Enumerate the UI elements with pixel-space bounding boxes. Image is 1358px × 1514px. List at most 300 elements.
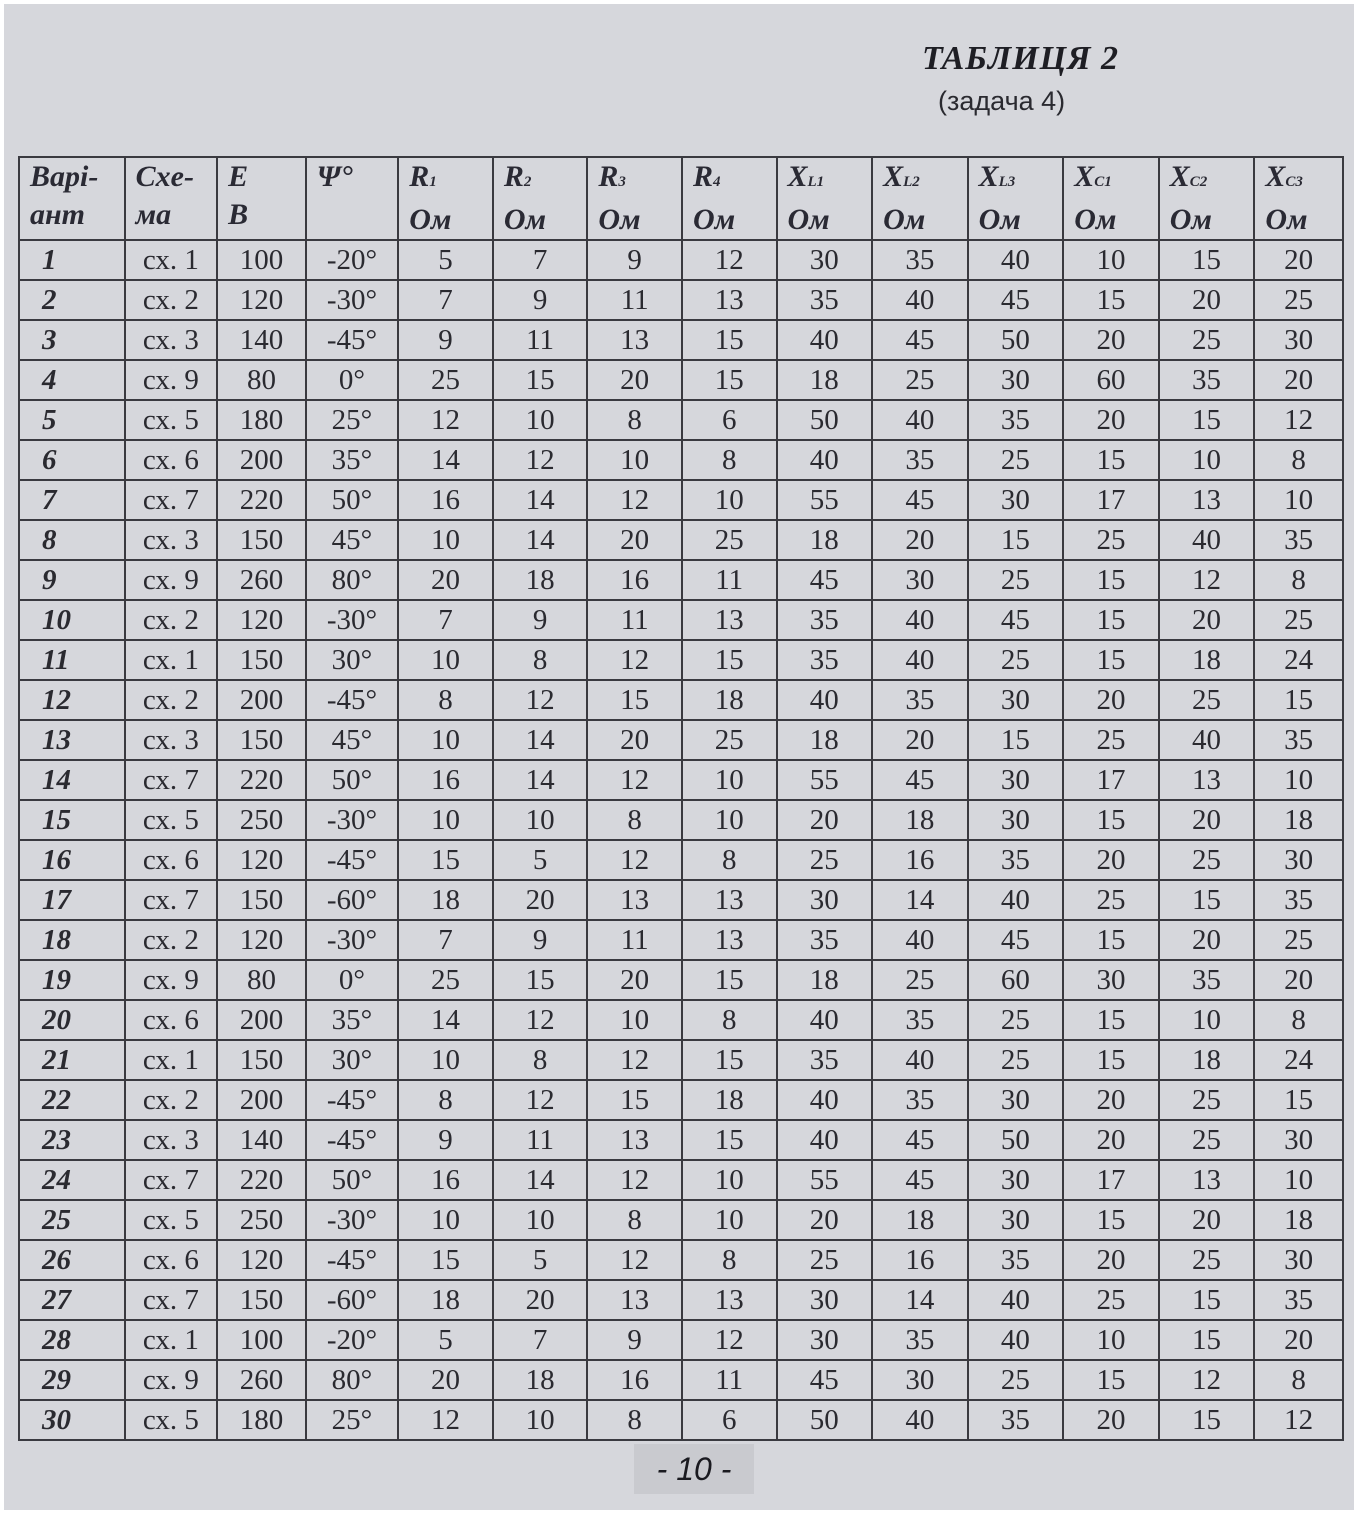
- table-cell: 150: [217, 1280, 306, 1320]
- scheme-cell: сх. 3: [125, 520, 218, 560]
- table-row: [19, 1040, 1343, 1080]
- table-cell: 40: [1159, 520, 1255, 560]
- column-header-unit: Ом: [978, 203, 1021, 236]
- table-cell: 18: [777, 960, 873, 1000]
- table-cell: 45: [872, 1160, 968, 1200]
- scheme-cell: сх. 5: [125, 800, 218, 840]
- table-cell: 200: [217, 680, 306, 720]
- table-cell: 7: [493, 1320, 588, 1360]
- table-cell: 220: [217, 760, 306, 800]
- table-cell: 18: [1254, 1200, 1343, 1240]
- table-cell: 25: [1159, 320, 1255, 360]
- column-header-subscript: L2: [903, 174, 920, 190]
- table-cell: 40: [777, 1080, 873, 1120]
- table-cell: 15: [1254, 1080, 1343, 1120]
- table-cell: 50: [968, 1120, 1064, 1160]
- table-cell: 35: [777, 640, 873, 680]
- table-cell: 15: [587, 1080, 682, 1120]
- table-cell: 20: [587, 520, 682, 560]
- table-cell: -20°: [306, 240, 399, 280]
- table-cell: 25: [1063, 520, 1159, 560]
- table-cell: 13: [682, 600, 777, 640]
- variant-cell: 15: [19, 800, 125, 840]
- column-header-subscript: L3: [998, 174, 1016, 190]
- variant-cell: 2: [19, 280, 125, 320]
- table-cell: 25: [777, 840, 873, 880]
- table-cell: 9: [493, 600, 588, 640]
- table-cell: 80°: [306, 1360, 399, 1400]
- table-cell: 20: [1063, 1240, 1159, 1280]
- column-header: [493, 157, 588, 240]
- table-cell: 45: [872, 480, 968, 520]
- column-header-subscript: L1: [807, 174, 825, 190]
- table-cell: 35: [1254, 880, 1343, 920]
- table-cell: 25: [968, 640, 1064, 680]
- variant-cell: 13: [19, 720, 125, 760]
- table-cell: 180: [217, 1400, 306, 1440]
- table-cell: 14: [493, 1160, 588, 1200]
- table-cell: 25: [1159, 1080, 1255, 1120]
- table-cell: 35: [777, 280, 873, 320]
- table-cell: 30: [968, 1080, 1064, 1120]
- table-cell: 20: [1159, 920, 1255, 960]
- data-table-wrapper: [18, 156, 1344, 1436]
- table-cell: 12: [587, 480, 682, 520]
- variant-cell: 19: [19, 960, 125, 1000]
- variant-cell: 17: [19, 880, 125, 920]
- table-cell: 140: [217, 1120, 306, 1160]
- table-cell: 30: [777, 240, 873, 280]
- table-cell: 14: [493, 720, 588, 760]
- scheme-cell: сх. 7: [125, 480, 218, 520]
- table-cell: 25: [682, 520, 777, 560]
- table-cell: 20: [398, 1360, 493, 1400]
- table-cell: 80: [217, 360, 306, 400]
- variant-cell: 5: [19, 400, 125, 440]
- table-cell: 120: [217, 600, 306, 640]
- table-cell: 5: [493, 840, 588, 880]
- table-cell: 13: [1159, 1160, 1255, 1200]
- table-cell: 15: [1063, 1360, 1159, 1400]
- scheme-cell: сх. 9: [125, 560, 218, 600]
- table-cell: 60: [968, 960, 1064, 1000]
- table-cell: 10: [398, 1040, 493, 1080]
- table-row: [19, 1320, 1343, 1360]
- table-cell: 20: [1063, 1400, 1159, 1440]
- table-cell: 9: [493, 920, 588, 960]
- table-cell: 25: [398, 360, 493, 400]
- column-header-unit: ма: [135, 198, 172, 231]
- table-cell: -45°: [306, 1120, 399, 1160]
- table-cell: 9: [587, 1320, 682, 1360]
- table-cell: 55: [777, 480, 873, 520]
- table-cell: 10: [1254, 1160, 1343, 1200]
- scheme-cell: сх. 7: [125, 760, 218, 800]
- table-cell: 25: [1254, 280, 1343, 320]
- table-cell: 15: [493, 960, 588, 1000]
- table-cell: 18: [872, 800, 968, 840]
- table-row: [19, 1120, 1343, 1160]
- table-cell: 20: [872, 720, 968, 760]
- column-header: [398, 157, 493, 240]
- table-cell: 40: [777, 680, 873, 720]
- table-cell: 35: [872, 1320, 968, 1360]
- table-row: [19, 360, 1343, 400]
- table-cell: 15: [968, 520, 1064, 560]
- variant-cell: 27: [19, 1280, 125, 1320]
- table-cell: 45°: [306, 520, 399, 560]
- table-cell: 45: [872, 1120, 968, 1160]
- table-cell: 40: [968, 1280, 1064, 1320]
- table-cell: 25: [1254, 600, 1343, 640]
- variant-cell: 29: [19, 1360, 125, 1400]
- table-cell: 15: [1159, 1280, 1255, 1320]
- table-cell: 10: [398, 720, 493, 760]
- table-cell: -45°: [306, 320, 399, 360]
- scheme-cell: сх. 6: [125, 1240, 218, 1280]
- table-cell: 15: [682, 1040, 777, 1080]
- table-cell: 40: [872, 1040, 968, 1080]
- table-cell: 11: [587, 280, 682, 320]
- table-cell: 30: [1254, 840, 1343, 880]
- variant-cell: 20: [19, 1000, 125, 1040]
- table-row: [19, 880, 1343, 920]
- table-cell: -45°: [306, 680, 399, 720]
- table-cell: 10: [587, 440, 682, 480]
- table-cell: 55: [777, 760, 873, 800]
- table-cell: 15: [682, 1120, 777, 1160]
- table-cell: 10: [682, 760, 777, 800]
- table-cell: 25: [1159, 1240, 1255, 1280]
- table-cell: 30: [777, 1280, 873, 1320]
- table-cell: -20°: [306, 1320, 399, 1360]
- table-cell: 200: [217, 440, 306, 480]
- table-cell: -45°: [306, 1080, 399, 1120]
- table-cell: 15: [1063, 800, 1159, 840]
- table-cell: 7: [398, 920, 493, 960]
- table-row: [19, 440, 1343, 480]
- table-cell: 25: [1063, 880, 1159, 920]
- variant-cell: 30: [19, 1400, 125, 1440]
- table-cell: 35: [968, 400, 1064, 440]
- table-cell: 150: [217, 880, 306, 920]
- variant-cell: 6: [19, 440, 125, 480]
- table-cell: 50: [777, 1400, 873, 1440]
- table-cell: 15: [1063, 600, 1159, 640]
- table-cell: 15: [682, 320, 777, 360]
- table-cell: 30: [1254, 1120, 1343, 1160]
- table-cell: 25: [872, 360, 968, 400]
- table-cell: 13: [682, 1280, 777, 1320]
- table-row: [19, 240, 1343, 280]
- table-cell: 11: [587, 600, 682, 640]
- table-cell: 250: [217, 800, 306, 840]
- table-cell: 18: [777, 720, 873, 760]
- table-cell: 180: [217, 400, 306, 440]
- table-row: [19, 640, 1343, 680]
- table-cell: -30°: [306, 800, 399, 840]
- table-cell: 15: [1159, 240, 1255, 280]
- column-header-main: X: [787, 160, 808, 193]
- table-cell: 15: [682, 360, 777, 400]
- table-cell: 14: [493, 520, 588, 560]
- scheme-cell: сх. 2: [125, 680, 218, 720]
- table-cell: 16: [587, 560, 682, 600]
- table-cell: 20: [1063, 1080, 1159, 1120]
- table-cell: 15: [1159, 1320, 1255, 1360]
- table-cell: 9: [398, 1120, 493, 1160]
- column-header: [1063, 157, 1159, 240]
- column-header-unit: Ом: [503, 203, 547, 236]
- table-cell: 25°: [306, 1400, 399, 1440]
- table-cell: 25: [1254, 920, 1343, 960]
- table-cell: -60°: [306, 880, 399, 920]
- table-cell: 20: [587, 360, 682, 400]
- table-cell: 120: [217, 1240, 306, 1280]
- table-cell: 15: [1159, 1400, 1255, 1440]
- table-title: ТАБЛИЦЯ 2: [922, 40, 1120, 77]
- table-cell: 12: [493, 1080, 588, 1120]
- table-cell: 8: [682, 440, 777, 480]
- table-cell: 8: [1254, 1360, 1343, 1400]
- variant-cell: 28: [19, 1320, 125, 1360]
- table-cell: 13: [682, 880, 777, 920]
- table-cell: 25: [1063, 1280, 1159, 1320]
- table-cell: 7: [398, 600, 493, 640]
- table-cell: 45: [777, 1360, 873, 1400]
- table-cell: 18: [682, 680, 777, 720]
- table-cell: 12: [398, 1400, 493, 1440]
- table-row: [19, 1280, 1343, 1320]
- table-cell: 20: [493, 880, 588, 920]
- table-row: [19, 840, 1343, 880]
- table-cell: 10: [1063, 240, 1159, 280]
- table-cell: 220: [217, 1160, 306, 1200]
- table-cell: 16: [398, 480, 493, 520]
- table-cell: 25: [398, 960, 493, 1000]
- table-cell: 16: [872, 1240, 968, 1280]
- table-cell: 6: [682, 1400, 777, 1440]
- column-header-main: X: [1169, 160, 1190, 193]
- scheme-cell: сх. 6: [125, 440, 218, 480]
- table-cell: 18: [1254, 800, 1343, 840]
- table-cell: 40: [968, 880, 1064, 920]
- table-cell: 12: [1159, 1360, 1255, 1400]
- variant-cell: 12: [19, 680, 125, 720]
- column-header: [1159, 157, 1255, 240]
- table-cell: 17: [1063, 480, 1159, 520]
- table-cell: 30: [777, 1320, 873, 1360]
- table-cell: 20: [398, 560, 493, 600]
- table-cell: 30: [968, 760, 1064, 800]
- variant-cell: 14: [19, 760, 125, 800]
- table-row: [19, 960, 1343, 1000]
- variant-cell: 18: [19, 920, 125, 960]
- table-cell: 8: [1254, 560, 1343, 600]
- column-header-main: X: [1265, 160, 1286, 193]
- table-cell: 10: [1159, 1000, 1255, 1040]
- table-cell: 15: [1254, 680, 1343, 720]
- table-cell: 9: [587, 240, 682, 280]
- table-cell: 12: [587, 1160, 682, 1200]
- table-cell: 8: [493, 1040, 588, 1080]
- table-cell: 12: [1254, 1400, 1343, 1440]
- table-cell: 13: [587, 1120, 682, 1160]
- table-row: [19, 720, 1343, 760]
- variant-cell: 11: [19, 640, 125, 680]
- table-cell: 13: [682, 280, 777, 320]
- table-cell: 30: [968, 680, 1064, 720]
- table-header-row: [19, 157, 1343, 240]
- table-row: [19, 320, 1343, 360]
- table-cell: 35: [872, 1080, 968, 1120]
- table-cell: 20: [1159, 1200, 1255, 1240]
- table-cell: 12: [493, 1000, 588, 1040]
- table-cell: 18: [493, 560, 588, 600]
- table-cell: 40: [968, 1320, 1064, 1360]
- table-cell: 10: [682, 800, 777, 840]
- table-cell: 12: [493, 680, 588, 720]
- table-cell: 15: [968, 720, 1064, 760]
- scheme-cell: сх. 1: [125, 1040, 218, 1080]
- table-cell: 35°: [306, 1000, 399, 1040]
- table-cell: 14: [493, 760, 588, 800]
- table-cell: 30: [872, 560, 968, 600]
- column-header: [19, 157, 125, 240]
- table-cell: 10: [398, 1200, 493, 1240]
- scheme-cell: сх. 2: [125, 600, 218, 640]
- table-cell: 15: [493, 360, 588, 400]
- table-cell: 14: [493, 480, 588, 520]
- table-row: [19, 560, 1343, 600]
- column-header-main: Ψ°: [316, 160, 353, 193]
- scheme-cell: сх. 1: [125, 640, 218, 680]
- scheme-cell: сх. 2: [125, 280, 218, 320]
- table-cell: 25: [682, 720, 777, 760]
- table-cell: 25: [1159, 1120, 1255, 1160]
- table-row: [19, 760, 1343, 800]
- table-cell: 50°: [306, 480, 399, 520]
- variant-cell: 26: [19, 1240, 125, 1280]
- page-number: - 10 -: [634, 1444, 754, 1494]
- table-cell: 18: [398, 1280, 493, 1320]
- table-cell: 35: [1159, 360, 1255, 400]
- table-cell: 45: [777, 560, 873, 600]
- table-cell: 8: [398, 680, 493, 720]
- table-cell: 10: [587, 1000, 682, 1040]
- table-cell: 25: [1159, 680, 1255, 720]
- table-cell: 10: [398, 640, 493, 680]
- table-cell: 5: [398, 1320, 493, 1360]
- table-cell: 15: [682, 640, 777, 680]
- table-cell: 40: [872, 640, 968, 680]
- table-cell: -30°: [306, 600, 399, 640]
- table-cell: 13: [682, 920, 777, 960]
- table-cell: 40: [872, 920, 968, 960]
- column-header: [1254, 157, 1343, 240]
- table-cell: 17: [1063, 1160, 1159, 1200]
- column-header-unit: B: [228, 198, 249, 231]
- table-cell: 16: [398, 760, 493, 800]
- table-cell: 45°: [306, 720, 399, 760]
- column-header: [872, 157, 968, 240]
- table-cell: 15: [1063, 640, 1159, 680]
- table-cell: 10: [398, 800, 493, 840]
- table-cell: 16: [587, 1360, 682, 1400]
- column-header-subscript: C1: [1094, 174, 1112, 190]
- table-cell: 30: [968, 1200, 1064, 1240]
- variant-cell: 8: [19, 520, 125, 560]
- table-cell: 20: [587, 960, 682, 1000]
- scheme-cell: сх. 1: [125, 1320, 218, 1360]
- variant-cell: 9: [19, 560, 125, 600]
- column-header-unit: Ом: [598, 203, 641, 236]
- table-cell: 8: [682, 1240, 777, 1280]
- table-cell: 40: [968, 240, 1064, 280]
- table-cell: 40: [872, 280, 968, 320]
- table-row: [19, 520, 1343, 560]
- table-cell: 12: [682, 1320, 777, 1360]
- table-cell: 45: [968, 920, 1064, 960]
- table-cell: 20: [493, 1280, 588, 1320]
- table-cell: 0°: [306, 960, 399, 1000]
- scheme-cell: сх. 5: [125, 400, 218, 440]
- document-page: [4, 4, 1354, 1510]
- scheme-cell: сх. 2: [125, 1080, 218, 1120]
- scheme-cell: сх. 2: [125, 920, 218, 960]
- table-cell: 11: [493, 320, 588, 360]
- table-cell: 0°: [306, 360, 399, 400]
- column-header-main: R: [503, 160, 524, 193]
- data-table: [18, 156, 1344, 1441]
- table-cell: 18: [777, 520, 873, 560]
- variant-cell: 7: [19, 480, 125, 520]
- table-cell: 20: [777, 1200, 873, 1240]
- column-header: [968, 157, 1064, 240]
- column-header-main: Варі-: [30, 160, 99, 193]
- variant-cell: 4: [19, 360, 125, 400]
- table-cell: 35: [777, 920, 873, 960]
- table-cell: 18: [682, 1080, 777, 1120]
- table-cell: 8: [587, 1400, 682, 1440]
- table-cell: 40: [872, 1400, 968, 1440]
- column-header-unit: Ом: [787, 203, 830, 236]
- table-cell: 24: [1254, 1040, 1343, 1080]
- table-cell: 25: [777, 1240, 873, 1280]
- table-cell: 40: [1159, 720, 1255, 760]
- table-row: [19, 280, 1343, 320]
- table-cell: 12: [398, 400, 493, 440]
- table-cell: 35: [777, 600, 873, 640]
- variant-cell: 3: [19, 320, 125, 360]
- table-cell: -30°: [306, 1200, 399, 1240]
- table-cell: 12: [587, 840, 682, 880]
- table-cell: 50°: [306, 1160, 399, 1200]
- table-cell: 8: [1254, 440, 1343, 480]
- table-cell: 13: [1159, 480, 1255, 520]
- table-row: [19, 800, 1343, 840]
- table-cell: 11: [587, 920, 682, 960]
- table-cell: 20: [1254, 1320, 1343, 1360]
- table-cell: 260: [217, 560, 306, 600]
- table-cell: 80: [217, 960, 306, 1000]
- variant-cell: 22: [19, 1080, 125, 1120]
- variant-cell: 16: [19, 840, 125, 880]
- table-cell: 10: [682, 480, 777, 520]
- variant-cell: 1: [19, 240, 125, 280]
- table-cell: 16: [872, 840, 968, 880]
- table-cell: 260: [217, 1360, 306, 1400]
